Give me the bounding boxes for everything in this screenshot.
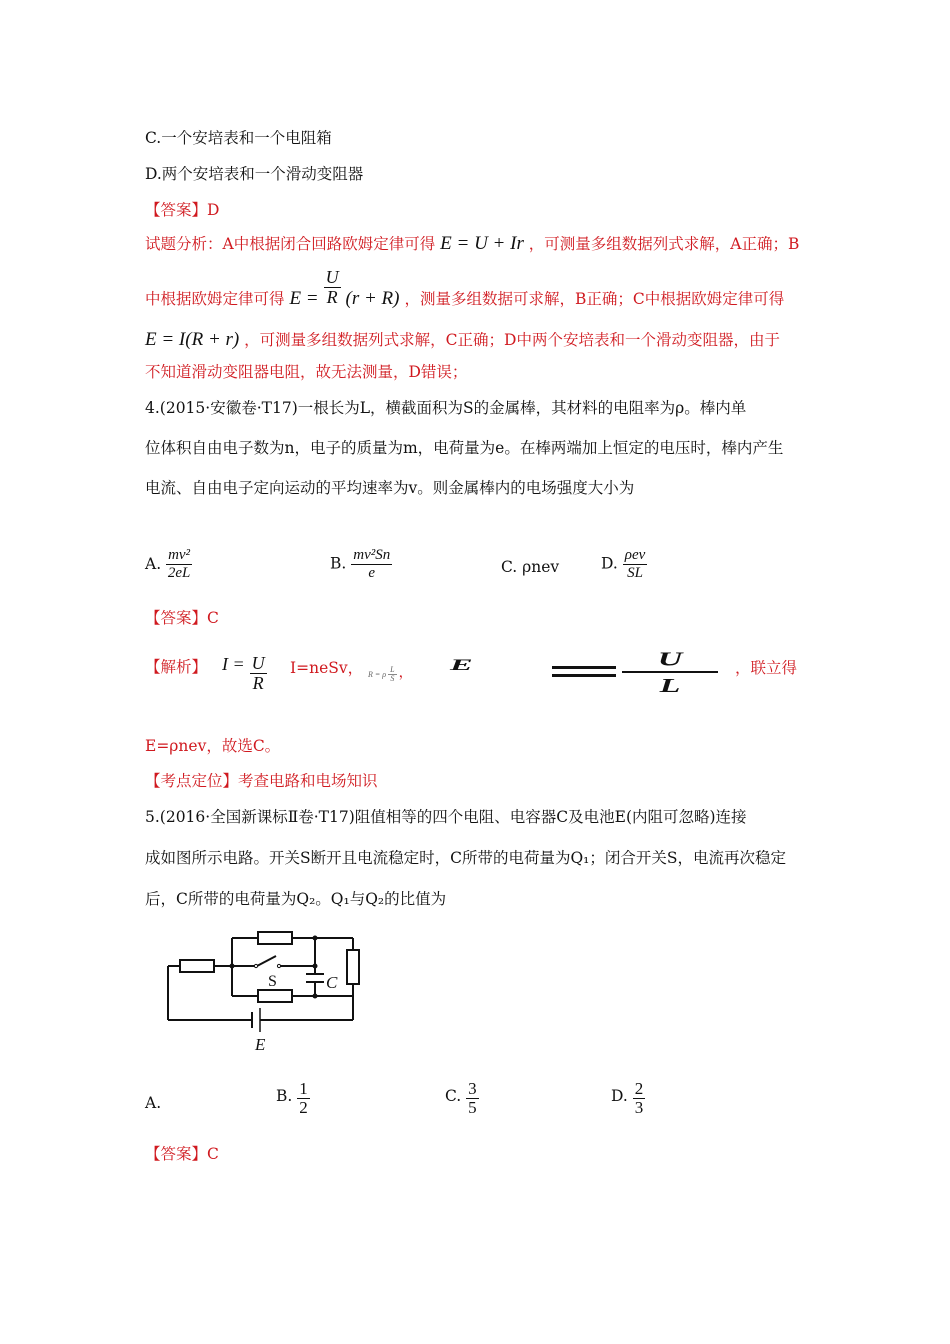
analysis-text: 中根据欧姆定律可得 [145, 289, 285, 308]
q4-option-b [330, 548, 392, 581]
answer-label: 【答案】D [145, 201, 220, 219]
formula-r-plus-r: (r + R) [345, 287, 400, 309]
analysis-line-4: 不知道滑动变阻器电阻，故无法测量，D错误； [145, 363, 468, 381]
analysis-line-3 [145, 328, 780, 351]
q5-d-fraction [633, 1080, 646, 1118]
big-fraction-u-over-l [622, 650, 718, 696]
analysis-line-1 [145, 232, 799, 255]
frac-den: R [252, 672, 264, 693]
q5-option-d [611, 1080, 645, 1118]
formula-i-label: I = [222, 653, 245, 674]
resistor-bottom [258, 990, 292, 1002]
q5-line-3: 后，C所带的电荷量为Q₂。Q₁与Q₂的比值为 [145, 890, 447, 908]
frac-num: 1 [299, 1079, 308, 1098]
analysis-line-2 [145, 268, 784, 314]
frac-num: 2 [634, 1079, 644, 1098]
formula-i-u-r [222, 654, 267, 694]
q4-line-2: 位体积自由电子数为n，电子的质量为m，电荷量为e。在棒两端加上恒定的电压时，棒内产生 [145, 439, 784, 457]
q5-option-c [445, 1080, 479, 1118]
frac-num: L [390, 665, 395, 675]
resistor-left [180, 960, 214, 972]
q4-option-d [601, 548, 647, 581]
q5-c-fraction [466, 1080, 479, 1118]
analysis-text: ，可测量多组数据列式求解，C正确；D中两个安培表和一个滑动变阻器，由于 [244, 331, 780, 349]
jiexi-mid: I=neSv， [290, 659, 364, 677]
formula-e-label: E = [289, 287, 319, 309]
option-label: D. [601, 554, 618, 573]
frac-den: e [368, 564, 376, 581]
frac-den: 3 [634, 1097, 644, 1117]
q4-d-fraction [623, 548, 648, 581]
analysis-text: ，可测量多组数据列式求解，A正确；B [528, 235, 800, 253]
q5-b-fraction [297, 1080, 310, 1118]
q4-line-1: 4.(2015·安徽卷·T17)一根长为L，横截面积为S的金属棒，其材料的电阻率为ρ。棒内单 [145, 399, 747, 417]
frac-num: 3 [468, 1079, 477, 1098]
jiexi-label: 【解析】 [145, 658, 208, 676]
q4-b-fraction [351, 548, 392, 581]
frac-den: SL [627, 564, 643, 581]
resistor-top [258, 932, 292, 944]
q4-option-c: C. ρnev [501, 558, 560, 576]
fraction-u-over-r [250, 654, 267, 694]
answer-label: 【答案】C [145, 609, 219, 627]
frac-den: R [326, 286, 338, 307]
option-c-text: C.一个安培表和一个电阻箱 [145, 129, 332, 147]
capacitor-label: C [326, 973, 338, 992]
kaodian-label: 【考点定位】考查电路和电场知识 [145, 772, 378, 790]
q5-option-a: A. [145, 1094, 162, 1112]
q4-a-fraction [166, 548, 192, 581]
rho-prefix: R = ρ [368, 670, 387, 679]
fraction-l-over-s [388, 666, 396, 684]
frac-den: S [390, 674, 395, 684]
option-label: B. [330, 554, 347, 573]
big-u-letter: U [657, 648, 683, 671]
q4-line-3: 电流、自由电子定向运动的平均速率为v。则金属棒内的电场强度大小为 [145, 479, 635, 497]
frac-num: U [251, 653, 265, 673]
big-e-letter: E [450, 657, 473, 674]
q5-line-1: 5.(2016·全国新课标Ⅱ卷·T17)阻值相等的四个电阻、电容器C及电池E(内阻可忽略)连接 [145, 808, 747, 826]
q5-line-2: 成如图所示电路。开关S断开且电流稳定时，C所带的电荷量为Q₁；闭合开关S，电流再次稳定 [145, 849, 787, 867]
frac-num: U [325, 267, 339, 287]
battery-label: E [255, 1035, 266, 1054]
formula-e-irr: E = I(R + r) [145, 329, 240, 350]
analysis-text: ，测量多组数据可求解，B正确；C中根据欧姆定律可得 [404, 289, 785, 308]
switch-label: S [268, 973, 277, 990]
q5-option-b [276, 1080, 310, 1118]
fraction-u-over-r [324, 268, 341, 308]
big-l-letter: L [659, 674, 681, 697]
jiexi-result: E=ρnev，故选C。 [145, 737, 281, 755]
formula-resistance: R = ρ $\frac{L}{S}$ ， [368, 665, 413, 684]
answer-label: 【答案】C [145, 1145, 219, 1163]
option-label: B. [276, 1086, 293, 1105]
frac-den: 5 [468, 1097, 477, 1117]
option-label: C. [445, 1086, 462, 1105]
frac-num: ρev [624, 547, 646, 563]
option-d-text: D.两个安培表和一个滑动变阻器 [145, 165, 364, 183]
circuit-diagram [160, 928, 370, 1058]
option-label: A. [145, 554, 162, 573]
analysis-text: 试题分析：A中根据闭合回路欧姆定律可得 [145, 235, 436, 253]
frac-den: 2eL [167, 564, 191, 581]
jiexi-end: ，联立得 [735, 659, 798, 677]
frac-num: mv²Sn [353, 547, 391, 563]
frac-num: mv² [168, 547, 191, 563]
option-label: D. [611, 1086, 628, 1105]
formula-e-uir: E = U + Ir [440, 233, 524, 254]
q4-option-a [145, 548, 192, 581]
frac-den: 2 [299, 1097, 308, 1117]
big-equals [552, 664, 616, 680]
resistor-right [347, 950, 359, 984]
